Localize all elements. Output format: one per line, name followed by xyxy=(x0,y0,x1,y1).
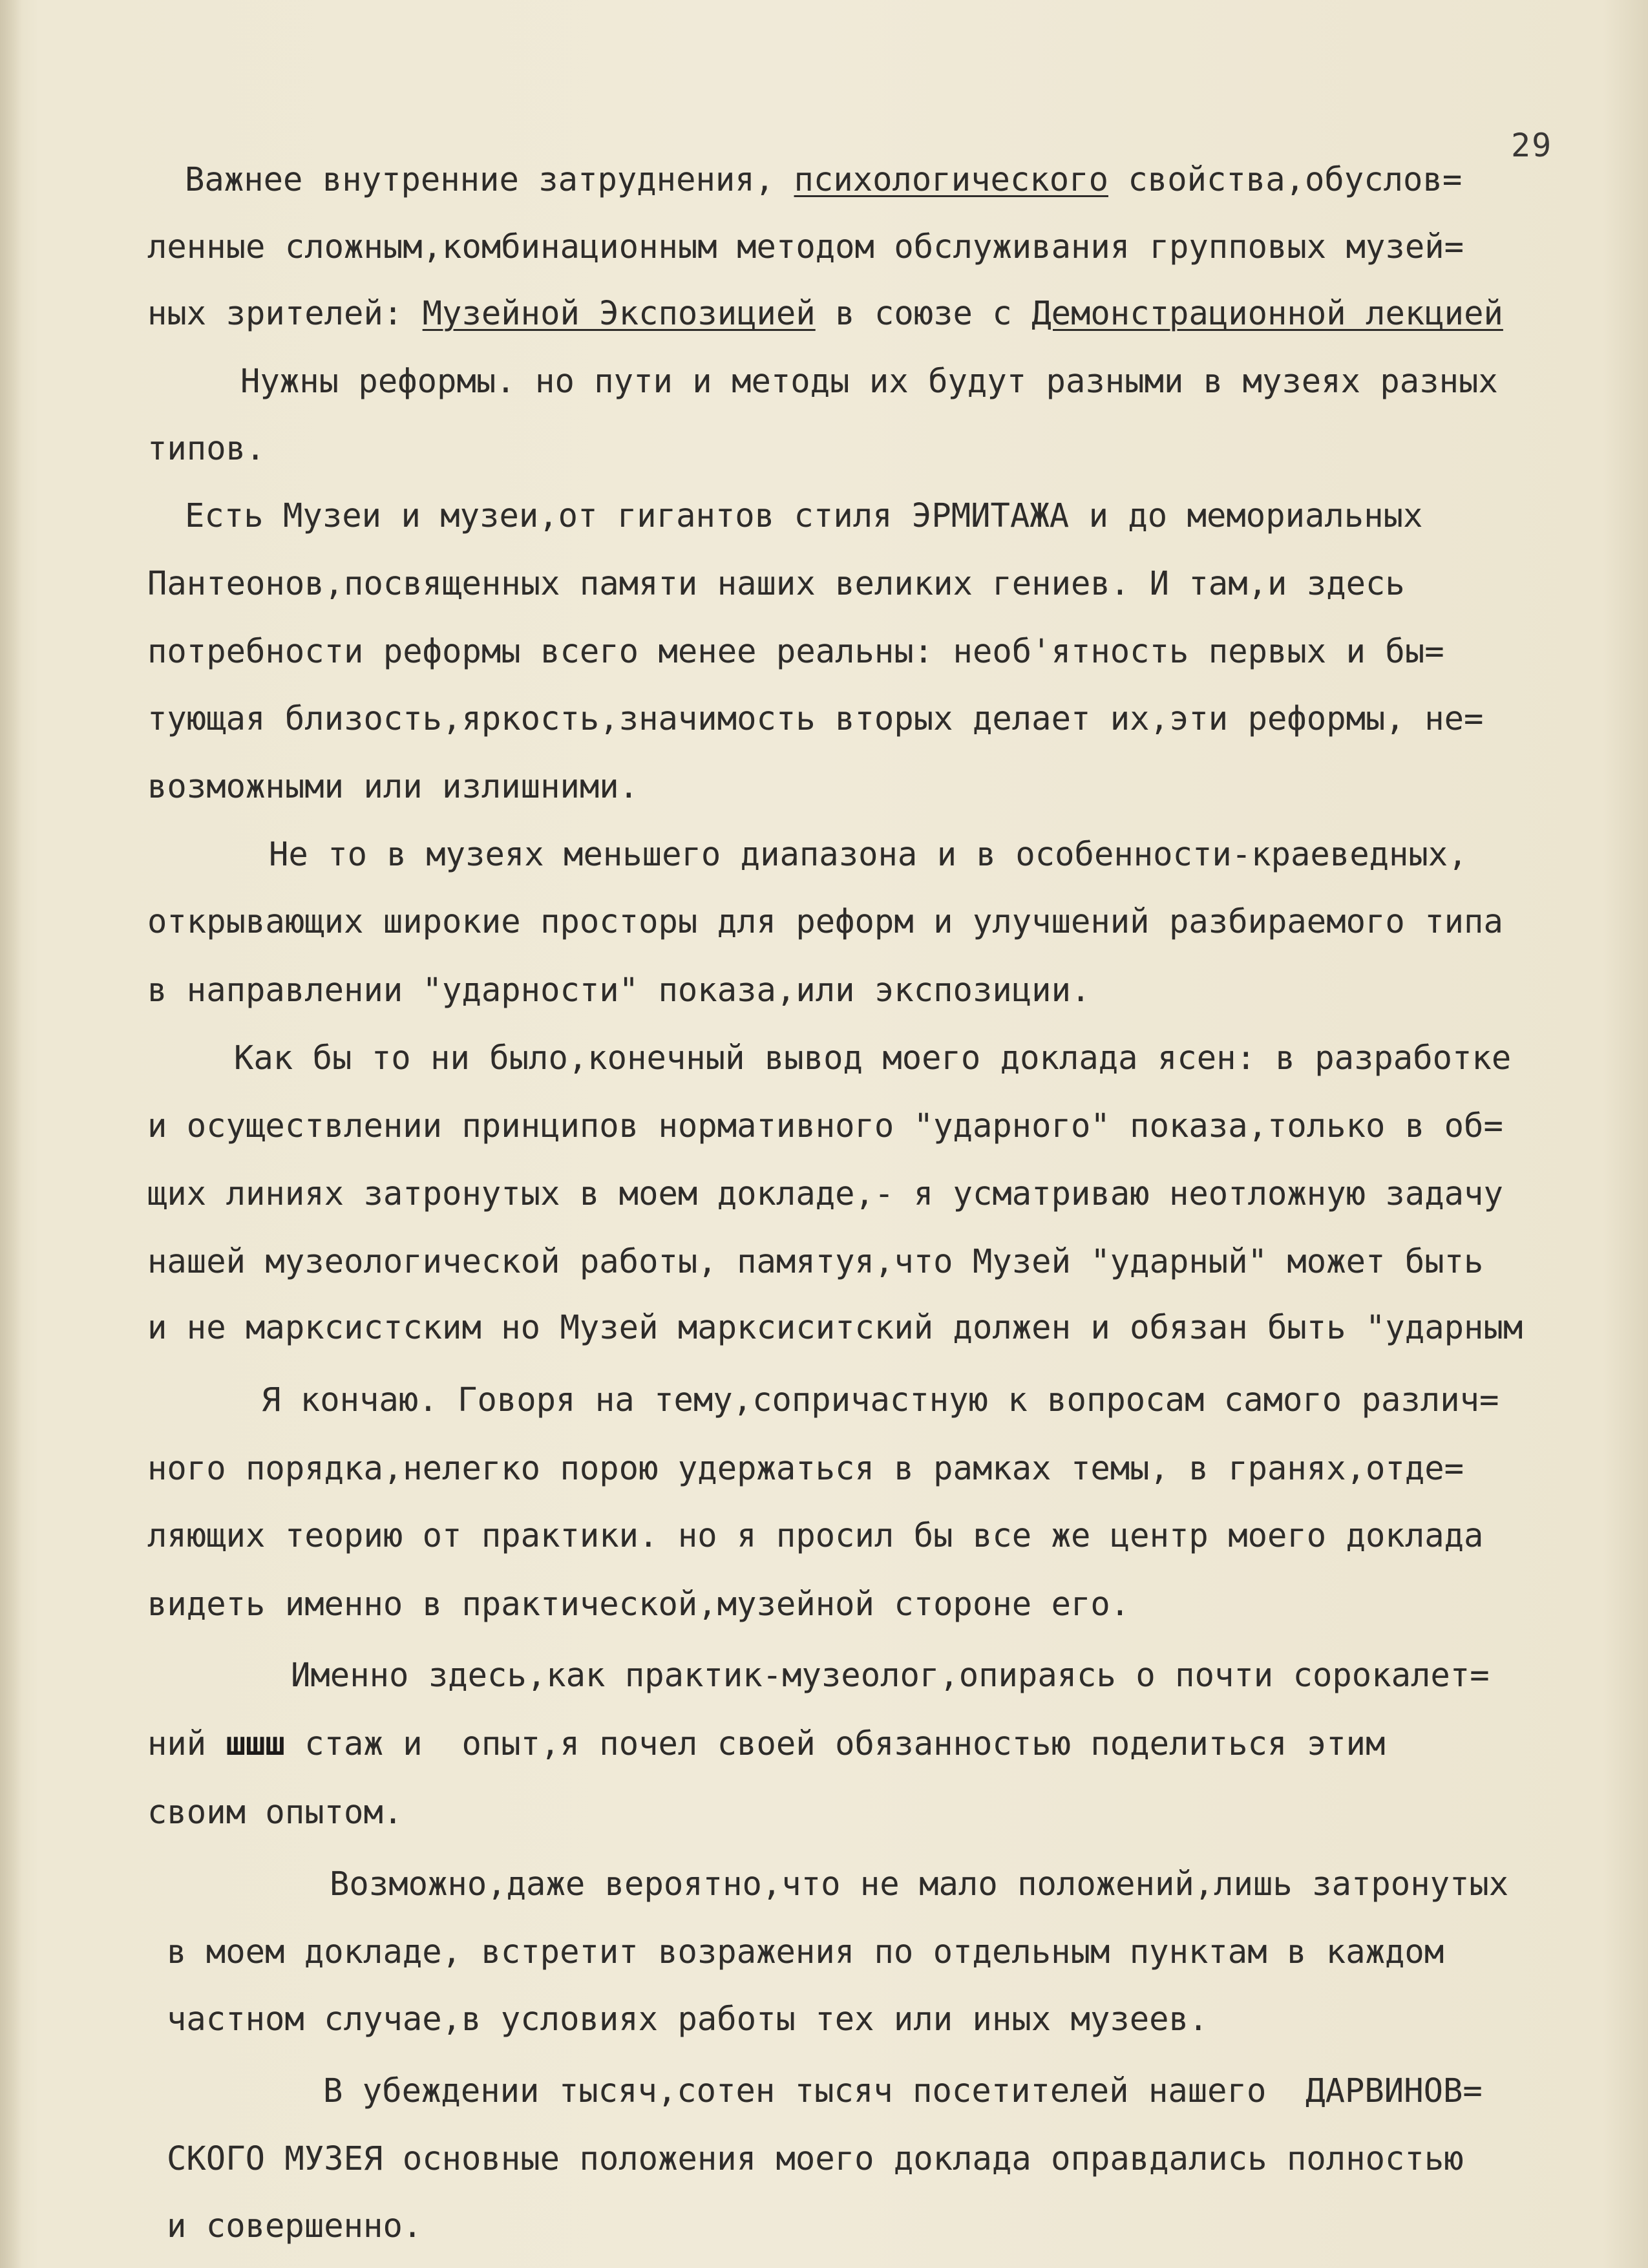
text-segment: Как бы то ни было,конечный вывод моего доклада ясен: в разработке xyxy=(234,1039,1512,1077)
text-segment: Нужны реформы. но пути и методы их будут разными в музеях разных xyxy=(240,362,1498,400)
underlined-phrase: Демонстрационной лекцией xyxy=(1031,294,1503,332)
text-line xyxy=(147,1516,1483,1555)
text-line xyxy=(147,564,1405,603)
text-segment: стаж и опыт,я почел своей обязанностью поделиться этим xyxy=(284,1724,1386,1763)
text-line xyxy=(323,2072,1483,2110)
text-segment: своим опытом. xyxy=(147,1793,403,1831)
text-line xyxy=(147,429,265,468)
text-segment: и осуществлении принципов нормативного "ударного" показа,только в об= xyxy=(147,1107,1503,1145)
paper-fold-shadow xyxy=(0,0,22,2268)
text-segment: ного порядка,нелегко порою удержаться в рамках темы, в гранях,отде= xyxy=(147,1449,1464,1487)
text-segment: В убеждении тысяч,сотен тысяч посетителей нашего ДАРВИНОВ= xyxy=(323,2072,1483,2110)
text-segment: Я кончаю. Говоря на тему,сопричастную к вопросам самого различ= xyxy=(261,1381,1499,1419)
text-segment: тующая близость,яркость,значимость вторых делает их,эти реформы, не= xyxy=(147,699,1484,737)
text-line xyxy=(147,1107,1503,1145)
text-line xyxy=(147,1724,1385,1763)
text-segment: ний xyxy=(147,1724,226,1763)
text-line xyxy=(185,160,1462,199)
text-line xyxy=(147,1793,403,1832)
text-segment: видеть именно в практической,музейной стороне его. xyxy=(147,1585,1130,1623)
text-line xyxy=(147,228,1464,266)
text-segment: в союзе с xyxy=(815,294,1032,332)
text-segment: Пантеонов,посвященных памяти наших великих гениев. И там,и здесь xyxy=(147,564,1405,602)
text-line xyxy=(147,1449,1464,1488)
text-line xyxy=(147,902,1503,941)
text-line xyxy=(147,632,1444,671)
text-line xyxy=(167,2000,1208,2039)
text-segment: частном случае,в условиях работы тех или иных музеев. xyxy=(167,2000,1209,2038)
text-segment: щих линиях затронутых в моем докладе,- я усматриваю неотложную задачу xyxy=(147,1174,1503,1213)
text-line xyxy=(147,971,1090,1010)
text-segment: свойства,обуслов= xyxy=(1108,160,1463,198)
text-segment: ляющих теорию от практики. но я просил бы все же центр моего доклада xyxy=(147,1516,1484,1554)
text-segment: открывающих широкие просторы для реформ и улучшений разбираемого типа xyxy=(147,902,1503,940)
text-line xyxy=(291,1656,1490,1695)
text-line xyxy=(330,1865,1508,1903)
text-segment: потребности реформы всего менее реальны: необ'ятность первых и бы= xyxy=(147,632,1444,670)
text-line xyxy=(167,1933,1444,1971)
text-segment: и совершенно. xyxy=(167,2207,423,2245)
overtyped-text: шшш xyxy=(226,1724,285,1763)
text-line xyxy=(147,1585,1130,1624)
text-segment: ных зрителей: xyxy=(147,294,423,332)
text-line xyxy=(261,1381,1499,1419)
text-segment: ленные сложным,комбинационным методом обслуживания групповых музей= xyxy=(147,228,1464,266)
text-segment: Возможно,даже вероятно,что не мало положений,лишь затронутых xyxy=(330,1865,1509,1903)
text-line xyxy=(147,767,639,806)
text-segment: Именно здесь,как практик-музеолог,опираясь о почти сорокалет= xyxy=(291,1656,1490,1694)
text-line xyxy=(167,2207,422,2245)
text-segment: и не марксистским но Музей марксиситский должен и обязан быть "ударным xyxy=(147,1308,1523,1346)
text-line xyxy=(147,1308,1523,1347)
text-line xyxy=(240,362,1498,401)
text-segment: Есть Музеи и музеи,от гигантов стиля ЭРМИТАЖА и до мемориальных xyxy=(185,496,1423,535)
text-line xyxy=(234,1039,1511,1077)
text-segment: в направлении "ударности" показа,или экспозиции. xyxy=(147,971,1091,1009)
text-segment: типов. xyxy=(147,429,266,467)
text-line xyxy=(147,699,1483,738)
text-segment: нашей музеологической работы, памятуя,что Музей "ударный" может быть xyxy=(147,1242,1484,1280)
text-segment: Не то в музеях меньшего диапазона и в особенности-краеведных, xyxy=(269,835,1468,873)
text-segment: Важнее внутренние затруднения, xyxy=(185,160,794,198)
text-segment: СКОГО МУЗЕЯ основные положения моего доклада оправдались полностью xyxy=(167,2139,1464,2178)
text-segment: возможными или излишними. xyxy=(147,767,639,805)
underlined-phrase: Музейной Экспозицией xyxy=(422,294,816,332)
text-line xyxy=(269,835,1468,874)
underlined-phrase: психологического xyxy=(794,160,1108,198)
text-segment: в моем докладе, встретит возражения по отдельным пунктам в каждом xyxy=(167,1933,1444,1971)
text-line xyxy=(185,496,1422,535)
text-line xyxy=(147,1242,1483,1281)
text-line xyxy=(147,1174,1503,1213)
text-line xyxy=(147,294,1503,333)
page-number: 29 xyxy=(1511,127,1553,164)
text-line xyxy=(167,2139,1464,2178)
